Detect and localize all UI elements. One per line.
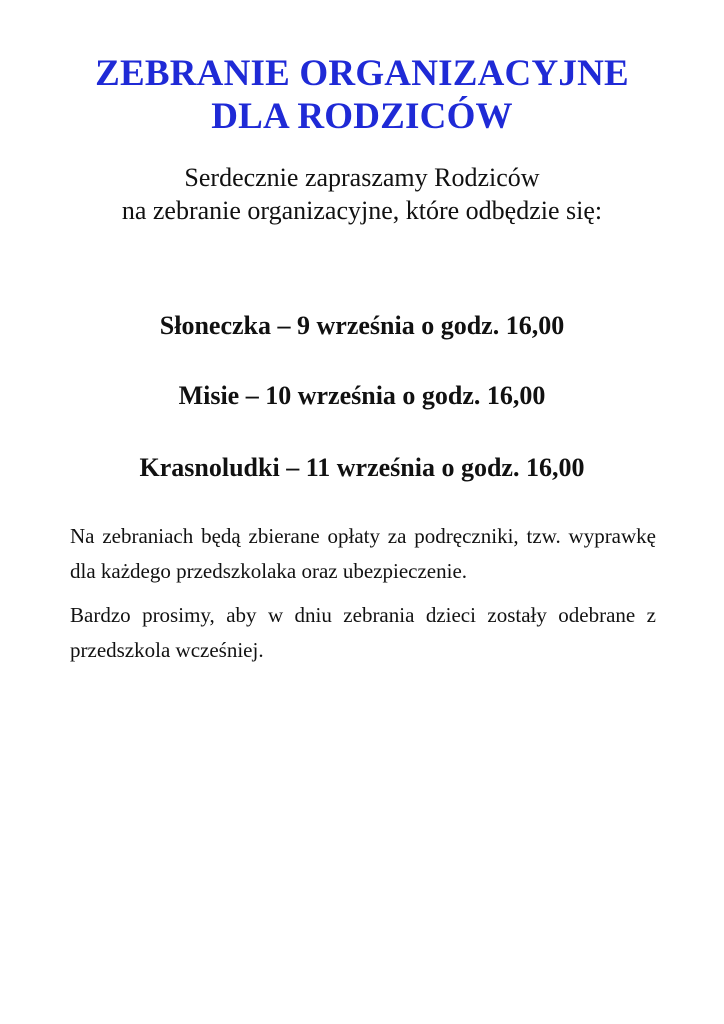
invitation-text <box>40 161 684 227</box>
meeting-krasnoludki: Krasnoludki – 11 września o godz. 16,00 <box>139 453 585 482</box>
document-title <box>40 52 684 138</box>
payment-note: Na zebraniach będą zbierane opłaty za podręczniki, tzw. wyprawkę dla każdego przedszkolaka oraz ubezpieczenie. <box>70 524 656 583</box>
title-line-2: DLA RODZICÓW <box>211 96 513 137</box>
pickup-note: Bardzo prosimy, aby w dniu zebrania dzieci zostały odebrane z przedszkola wcześniej. <box>70 603 656 662</box>
notes-section <box>70 519 656 668</box>
meeting-sloneczka: Słoneczka – 9 września o godz. 16,00 <box>159 311 565 340</box>
invitation-line-2: na zebranie organizacyjne, które odbędzie się: <box>121 196 603 225</box>
meeting-misie: Misie – 10 września o godz. 16,00 <box>178 381 546 410</box>
title-line-1: ZEBRANIE ORGANIZACYJNE <box>95 53 629 94</box>
invitation-line-1: Serdecznie zapraszamy Rodziców <box>184 163 540 192</box>
